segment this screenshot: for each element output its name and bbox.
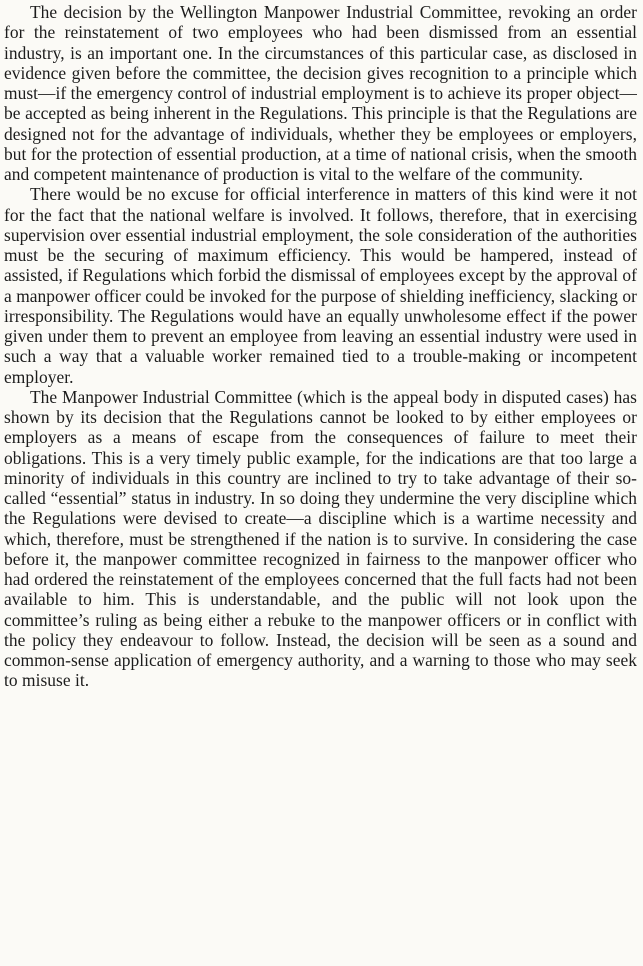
paragraph-2: There would be no excuse for official interference in matters of this kind were it not for the fact that the national welfare is involved. It follows, therefore, that in exercising supervision over essential industrial employment, the sole consideration of the authorities must be the securing of maximum efficiency. This would be hampered, instead of assisted, if Regulations which forbid the dismissal of employees except by the approval of a manpower officer could be invoked for the purpose of shielding inefficiency, slacking or irresponsibility. The Regulations would have an equally unwholesome effect if the power given under them to prevent an employee from leaving an essential industry were used in such a way that a valuable worker remained tied to a trouble-making or incompetent employer. — [4, 184, 637, 387]
paragraph-1: The decision by the Wellington Manpower Industrial Committee, revoking an order for the reinstatement of two employees who had been dismissed from an essential industry, is an important one. In the circumstances of this particular case, as disclosed in evidence given before the committee, the decision gives recognition to a principle which must—if the emergency control of industrial employment is to achieve its proper object—be accepted as being inherent in the Regulations. This principle is that the Regulations are designed not for the advantage of individuals, whether they be employees or employers, but for the protection of essential production, at a time of national crisis, when the smooth and competent maintenance of production is vital to the welfare of the community. — [4, 2, 637, 184]
paragraph-3: The Manpower Industrial Committee (which is the appeal body in disputed cases) has shown by its decision that the Regulations cannot be looked to by either employees or employers as a means of escape from the consequences of failure to meet their obligations. This is a very timely public example, for the indications are that too large a minority of individuals in this country are inclined to try to take advantage of their so-called “essential” status in industry. In so doing they undermine the very discipline which the Regulations were devised to create—a discipline which is a wartime necessity and which, therefore, must be strengthened if the nation is to survive. In considering the case before it, the manpower committee recognized in fairness to the manpower officer who had ordered the reinstatement of the employees concerned that the full facts had not been available to him. This is understandable, and the public will not look upon the committee’s ruling as being either a rebuke to the manpower officers or in conflict with the policy they endeavour to follow. Instead, the decision will be seen as a sound and common-sense application of emergency authority, and a warning to those who may seek to misuse it. — [4, 386, 637, 691]
